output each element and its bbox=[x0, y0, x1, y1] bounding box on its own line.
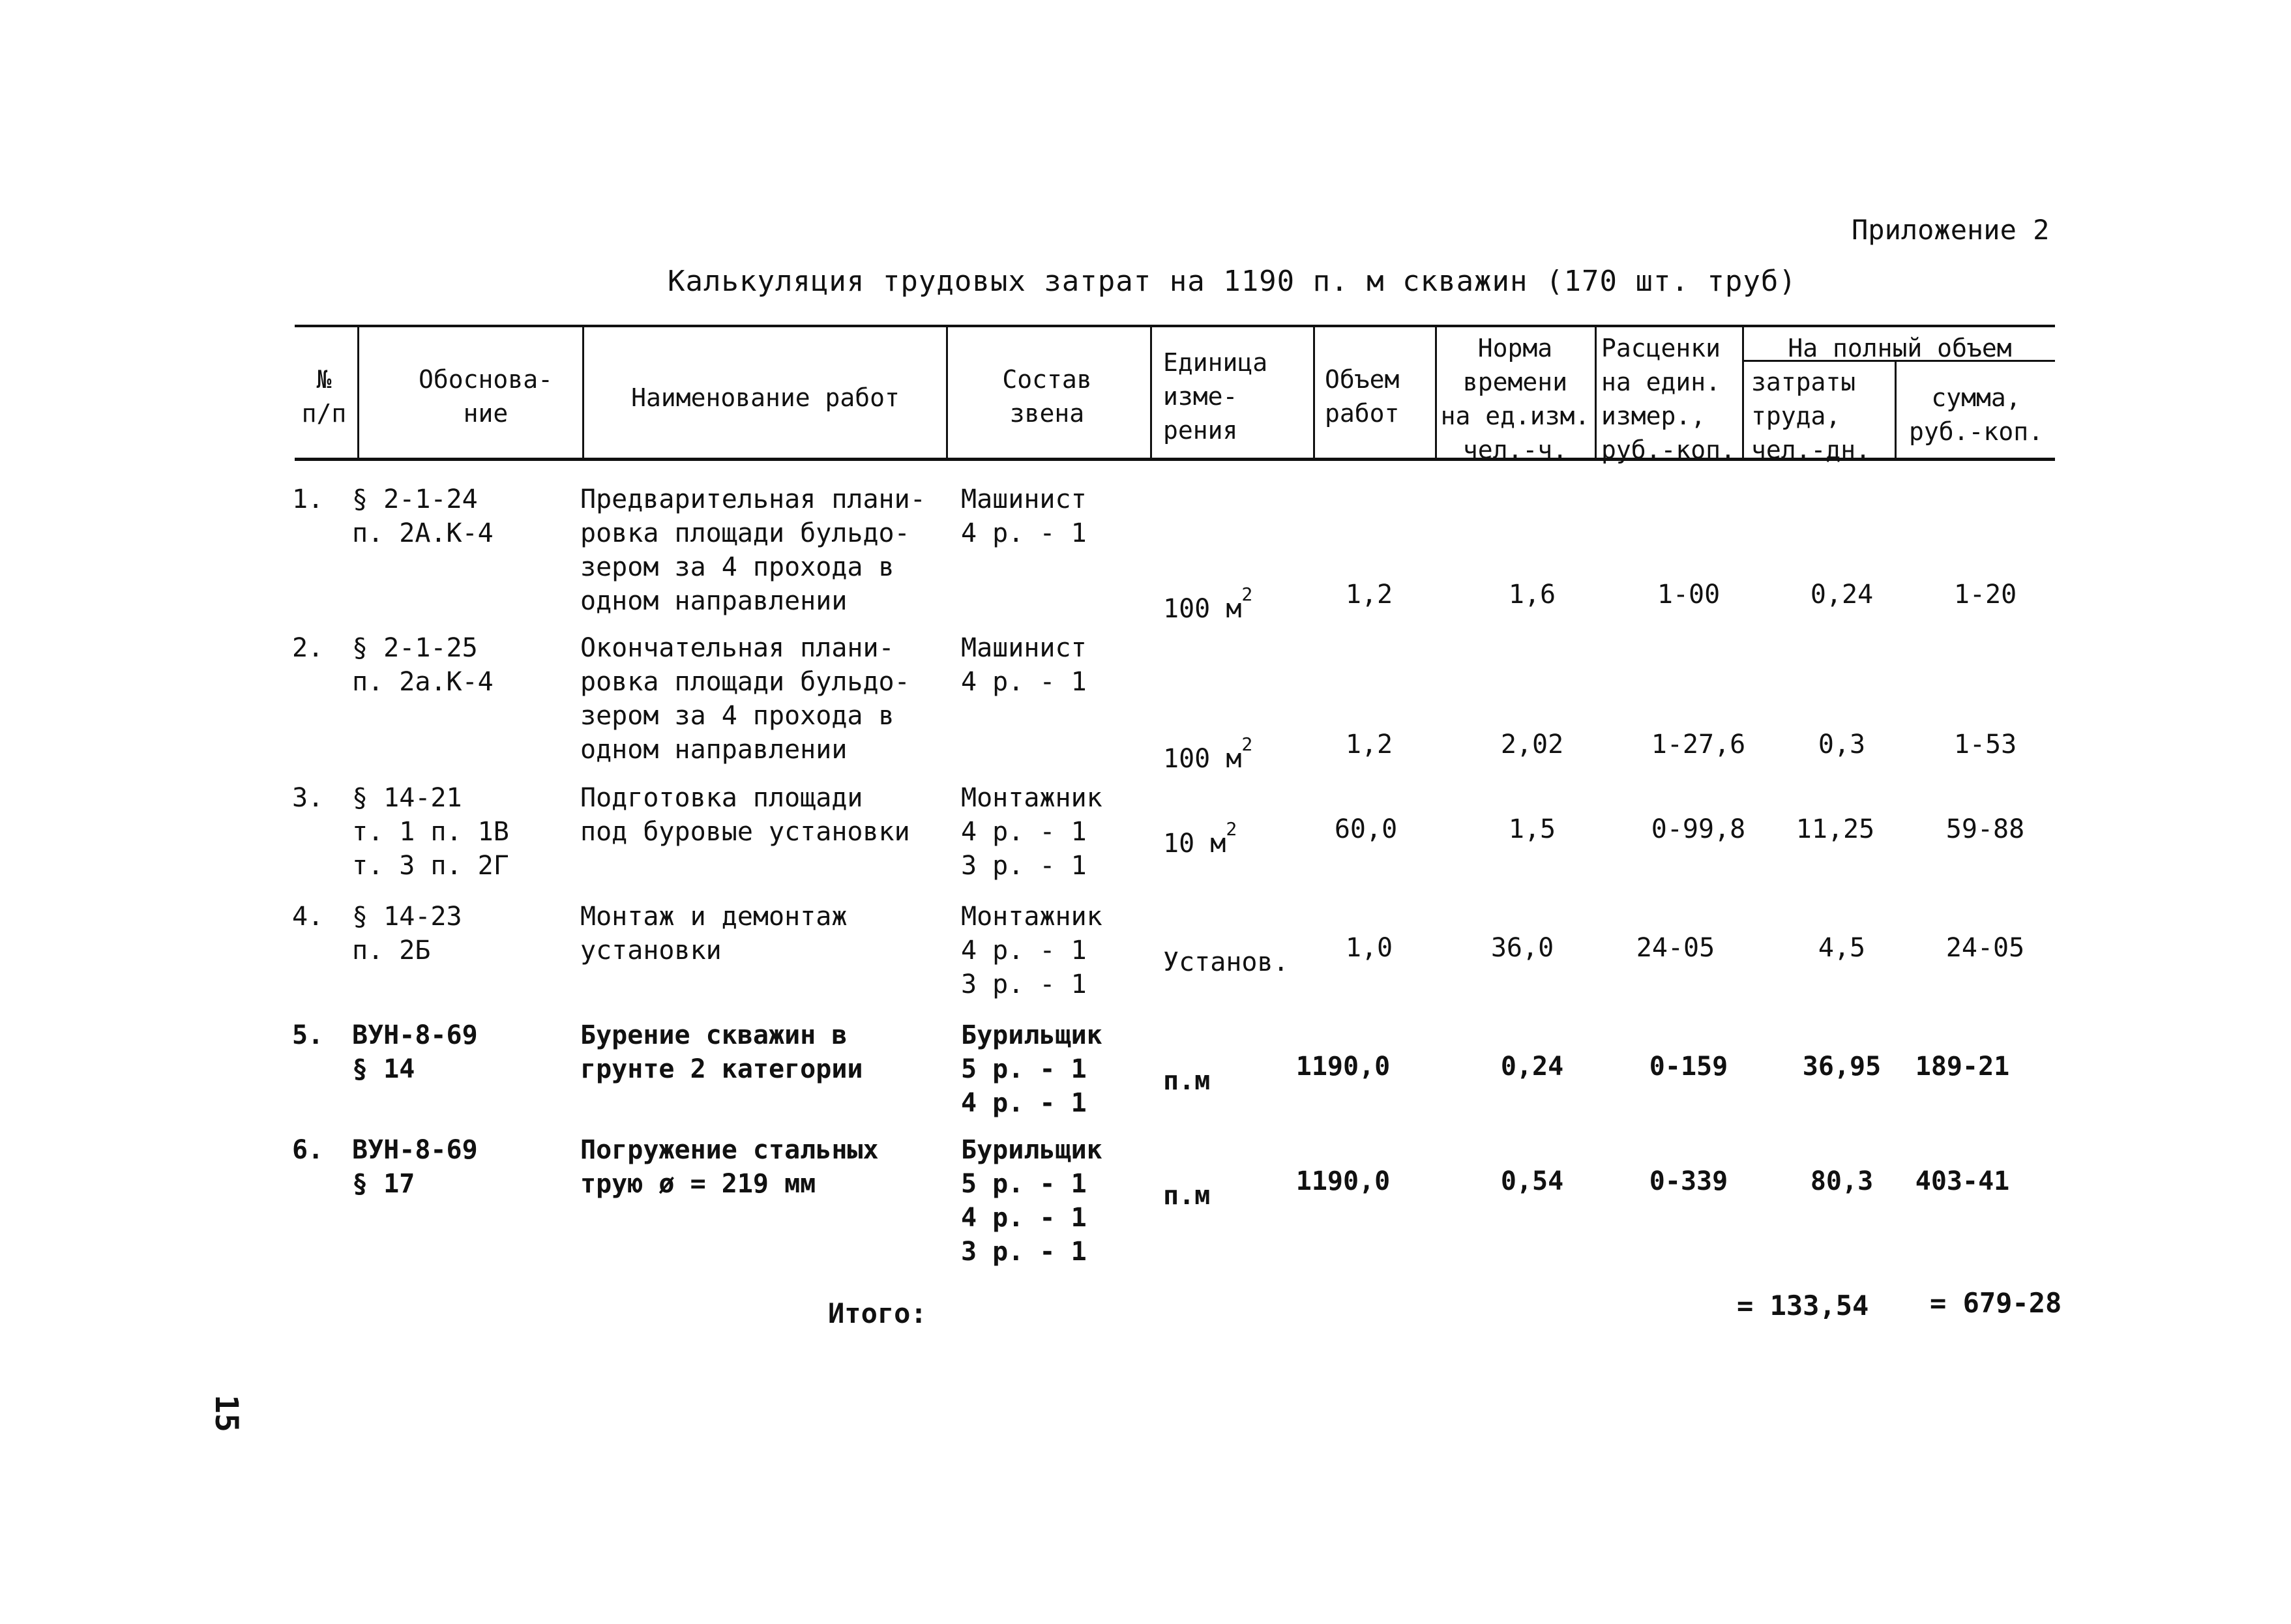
row-labor: 11,25 bbox=[1796, 814, 1875, 844]
header-unit: Единица изме- рения bbox=[1163, 348, 1268, 445]
row-sum: 1-20 bbox=[1953, 580, 2017, 610]
row-labor: 0,3 bbox=[1818, 730, 1866, 760]
row-sum: 59-88 bbox=[1945, 814, 2025, 844]
col-divider bbox=[357, 327, 359, 458]
row-norm: 0,54 bbox=[1500, 1166, 1564, 1196]
appendix-label: Приложение 2 bbox=[1852, 214, 2050, 246]
col-divider bbox=[1895, 362, 1897, 458]
row-unit: 100 $м^2$ bbox=[1163, 733, 1253, 774]
row-norm: 36,0 bbox=[1490, 933, 1554, 963]
row-norm: 1,5 bbox=[1508, 814, 1556, 844]
row-unit: п.м bbox=[1163, 1181, 1211, 1211]
row-work-name: Монтаж и демонтаж установки bbox=[580, 902, 848, 966]
page-number: 15 bbox=[207, 1395, 244, 1432]
total-labor: = 133,54 bbox=[1737, 1290, 1869, 1321]
row-volume: 1,0 bbox=[1345, 933, 1393, 963]
row-work-name: Погружение стальных трую ø = 219 мм bbox=[580, 1135, 879, 1199]
col-divider bbox=[946, 327, 948, 458]
row-rate: 0-159 bbox=[1649, 1052, 1728, 1082]
row-volume: 60,0 bbox=[1334, 814, 1398, 844]
row-rate: 0-99,8 bbox=[1651, 814, 1746, 844]
col-divider bbox=[582, 327, 584, 458]
row-volume: 1,2 bbox=[1345, 730, 1393, 760]
row-labor: 80,3 bbox=[1810, 1166, 1874, 1196]
row-rate: 1-00 bbox=[1657, 580, 1721, 610]
col-divider bbox=[1150, 327, 1152, 458]
row-rate: 1-27,6 bbox=[1651, 730, 1746, 760]
row-unit: п.м bbox=[1163, 1066, 1211, 1096]
row-basis: ВУН-8-69 § 17 bbox=[352, 1135, 478, 1199]
row-basis: § 14-21 т. 1 п. 1В т. 3 п. 2Г bbox=[352, 783, 509, 881]
header-full-volume: На полный объем bbox=[1788, 334, 2012, 362]
header-basis: Обоснова- ние bbox=[419, 365, 553, 428]
row-work-name: Предварительная плани- ровка площади бульдо- зером за 4 прохода в одном направлении bbox=[580, 484, 926, 616]
row-sum: 1-53 bbox=[1953, 730, 2017, 760]
row-basis: § 14-23 п. 2Б bbox=[352, 902, 462, 966]
row-sum: 24-05 bbox=[1945, 933, 2025, 963]
row-norm: 1,6 bbox=[1508, 580, 1556, 610]
row-volume: 1,2 bbox=[1345, 580, 1393, 610]
row-crew: Бурильщик 5 р. - 1 4 р. - 1 bbox=[961, 1020, 1102, 1118]
row-norm: 0,24 bbox=[1500, 1052, 1564, 1082]
row-crew: Машинист 4 р. - 1 bbox=[961, 484, 1087, 548]
header-volume: Объем работ bbox=[1325, 365, 1400, 428]
header-labor: затраты труда, чел.-дн. bbox=[1751, 368, 1871, 464]
row-sum: 403-41 bbox=[1915, 1166, 2010, 1196]
header-rate: Расценки на един. измер., руб.-коп. bbox=[1601, 334, 1736, 464]
row-num: 4. bbox=[292, 902, 324, 932]
col-divider bbox=[1742, 327, 1744, 458]
total-sum: = 679-28 bbox=[1930, 1287, 2062, 1319]
header-norm: Норма времени на ед.изм. чел.-ч. bbox=[1440, 334, 1590, 464]
row-basis: § 2-1-25 п. 2а.К-4 bbox=[352, 633, 494, 697]
row-crew: Бурильщик 5 р. - 1 4 р. - 1 3 р. - 1 bbox=[961, 1135, 1102, 1267]
row-num: 3. bbox=[292, 783, 324, 813]
row-crew: Машинист 4 р. - 1 bbox=[961, 633, 1087, 697]
row-norm: 2,02 bbox=[1500, 730, 1564, 760]
row-rate: 0-339 bbox=[1649, 1166, 1728, 1196]
header-work-name: Наименование работ bbox=[631, 383, 900, 412]
row-unit: Установ. bbox=[1163, 947, 1289, 977]
header-num: № п/п bbox=[301, 365, 347, 428]
row-basis: ВУН-8-69 § 14 bbox=[352, 1020, 478, 1084]
row-crew: Монтажник 4 р. - 1 3 р. - 1 bbox=[961, 783, 1102, 881]
col-divider bbox=[1595, 327, 1597, 458]
row-work-name: Бурение скважин в грунте 2 категории bbox=[580, 1020, 863, 1084]
row-labor: 0,24 bbox=[1810, 580, 1874, 610]
row-unit: 10 $м^2$ bbox=[1163, 818, 1237, 859]
row-num: 1. bbox=[292, 484, 324, 514]
row-work-name: Окончательная плани- ровка площади бульдо- зером за 4 прохода в одном направлении bbox=[580, 633, 910, 765]
row-num: 5. bbox=[292, 1020, 324, 1050]
document-title: Калькуляция трудовых затрат на 1190 п. м скважин (170 шт. труб) bbox=[668, 265, 1797, 298]
row-crew: Монтажник 4 р. - 1 3 р. - 1 bbox=[961, 902, 1102, 999]
row-unit: 100 $м^2$ bbox=[1163, 583, 1253, 624]
row-work-name: Подготовка площади под буровые установки bbox=[580, 783, 910, 847]
row-basis: § 2-1-24 п. 2А.К-4 bbox=[352, 484, 494, 548]
row-volume: 1190,0 bbox=[1295, 1166, 1391, 1196]
row-sum: 189-21 bbox=[1915, 1052, 2010, 1082]
total-label: Итого: bbox=[828, 1297, 927, 1329]
row-labor: 4,5 bbox=[1818, 933, 1866, 963]
table-top-rule bbox=[295, 325, 2055, 327]
header-sum: сумма, руб.-коп. bbox=[1909, 383, 2043, 446]
header-crew: Состав звена bbox=[1002, 365, 1092, 428]
row-labor: 36,95 bbox=[1802, 1052, 1882, 1082]
col-divider bbox=[1313, 327, 1315, 458]
row-num: 6. bbox=[292, 1135, 324, 1165]
row-num: 2. bbox=[292, 633, 324, 663]
row-volume: 1190,0 bbox=[1295, 1052, 1391, 1082]
row-rate: 24-05 bbox=[1636, 933, 1715, 963]
